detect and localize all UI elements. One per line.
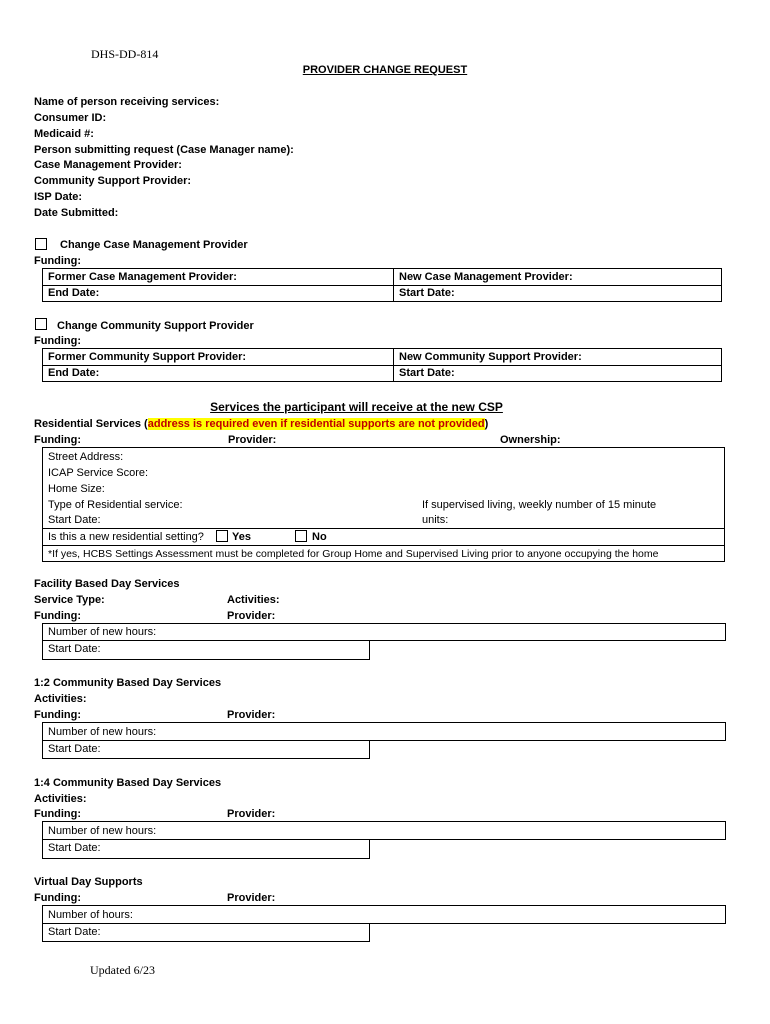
community14-start: Start Date: <box>48 842 101 854</box>
change-cm-label: Change Case Management Provider <box>60 239 248 251</box>
new-setting-yes-label: Yes <box>232 531 251 543</box>
street-address[interactable]: Street Address: <box>48 451 124 463</box>
community14-hours-box[interactable] <box>42 821 726 840</box>
new-setting-yes-checkbox[interactable] <box>216 530 228 542</box>
community14-title: 1:4 Community Based Day Services <box>34 777 222 789</box>
community12-start: Start Date: <box>48 743 101 755</box>
residential-funding: Funding: <box>34 434 82 446</box>
field-csp-provider[interactable]: Community Support Provider: <box>34 175 192 187</box>
community12-start-box[interactable] <box>42 741 370 759</box>
virtual-hours-box[interactable] <box>42 905 726 924</box>
field-medicaid[interactable]: Medicaid #: <box>34 128 94 140</box>
field-cm-provider[interactable]: Case Management Provider: <box>34 159 182 171</box>
residential-label: Residential Services (address is required even if residential supports are not provided) <box>34 418 489 430</box>
field-submitter[interactable]: Person submitting request (Case Manager name): <box>34 144 294 156</box>
csp-change-table <box>42 348 722 382</box>
facility-service-type: Service Type: <box>34 594 105 606</box>
community14-start-box[interactable] <box>42 840 370 859</box>
community14-activities: Activities: <box>34 793 87 805</box>
virtual-start: Start Date: <box>48 926 101 938</box>
csp-start-date[interactable]: Start Date: <box>399 367 455 379</box>
change-csp-checkbox[interactable] <box>35 318 47 330</box>
community12-hours-box[interactable] <box>42 722 726 741</box>
virtual-hours: Number of hours: <box>48 909 133 921</box>
services-heading: Services the participant will receive at the new CSP <box>210 400 503 414</box>
virtual-start-box[interactable] <box>42 924 370 942</box>
facility-activities: Activities: <box>227 594 280 606</box>
residential-note: address is required even if residential supports are not provided <box>147 418 485 430</box>
residential-table <box>42 447 725 562</box>
cm-start-date[interactable]: Start Date: <box>399 287 455 299</box>
field-name[interactable]: Name of person receiving services: <box>34 96 220 108</box>
supervised-units-line1[interactable]: If supervised living, weekly number of 15 minute <box>422 499 657 511</box>
csp-former[interactable]: Former Community Support Provider: <box>48 351 247 363</box>
facility-start: Start Date: <box>48 643 101 655</box>
new-setting-no-checkbox[interactable] <box>295 530 307 542</box>
facility-provider: Provider: <box>227 610 276 622</box>
home-size[interactable]: Home Size: <box>48 483 105 495</box>
residential-type[interactable]: Type of Residential service: <box>48 499 183 511</box>
cm-funding-label: Funding: <box>34 255 82 267</box>
community12-hours: Number of new hours: <box>48 726 157 738</box>
field-date-submitted[interactable]: Date Submitted: <box>34 207 119 219</box>
csp-funding-label: Funding: <box>34 335 82 347</box>
hcbs-note: *If yes, HCBS Settings Assessment must be completed for Group Home and Supervised Living prior to anyone occupying the home <box>48 548 659 560</box>
facility-hours: Number of new hours: <box>48 626 157 638</box>
page-title: PROVIDER CHANGE REQUEST <box>302 64 468 76</box>
community12-activities: Activities: <box>34 693 87 705</box>
field-consumer-id[interactable]: Consumer ID: <box>34 112 107 124</box>
icap-score[interactable]: ICAP Service Score: <box>48 467 149 479</box>
community12-provider: Provider: <box>227 709 276 721</box>
cm-former[interactable]: Former Case Management Provider: <box>48 271 237 283</box>
community12-title: 1:2 Community Based Day Services <box>34 677 222 689</box>
community14-funding: Funding: <box>34 808 82 820</box>
facility-funding: Funding: <box>34 610 82 622</box>
community14-provider: Provider: <box>227 808 276 820</box>
cm-end-date[interactable]: End Date: <box>48 287 100 299</box>
residential-ownership: Ownership: <box>500 434 561 446</box>
new-setting-no-label: No <box>312 531 327 543</box>
csp-end-date[interactable]: End Date: <box>48 367 100 379</box>
community12-funding: Funding: <box>34 709 82 721</box>
csp-new[interactable]: New Community Support Provider: <box>399 351 582 363</box>
new-setting-question: Is this a new residential setting? <box>48 531 204 543</box>
residential-provider: Provider: <box>228 434 277 446</box>
footer-updated: Updated 6/23 <box>90 963 155 977</box>
facility-hours-box[interactable] <box>42 623 726 641</box>
field-isp-date[interactable]: ISP Date: <box>34 191 83 203</box>
virtual-provider: Provider: <box>227 892 276 904</box>
change-cm-checkbox[interactable] <box>35 238 47 250</box>
form-id: DHS-DD-814 <box>91 47 159 61</box>
residential-start[interactable]: Start Date: <box>48 514 101 526</box>
change-csp-label: Change Community Support Provider <box>57 320 254 332</box>
facility-start-box[interactable] <box>42 641 370 660</box>
supervised-units-line2: units: <box>422 514 449 526</box>
cm-change-table <box>42 268 722 302</box>
virtual-title: Virtual Day Supports <box>34 876 143 888</box>
facility-title: Facility Based Day Services <box>34 578 180 590</box>
cm-new[interactable]: New Case Management Provider: <box>399 271 573 283</box>
community14-hours: Number of new hours: <box>48 825 157 837</box>
virtual-funding: Funding: <box>34 892 82 904</box>
